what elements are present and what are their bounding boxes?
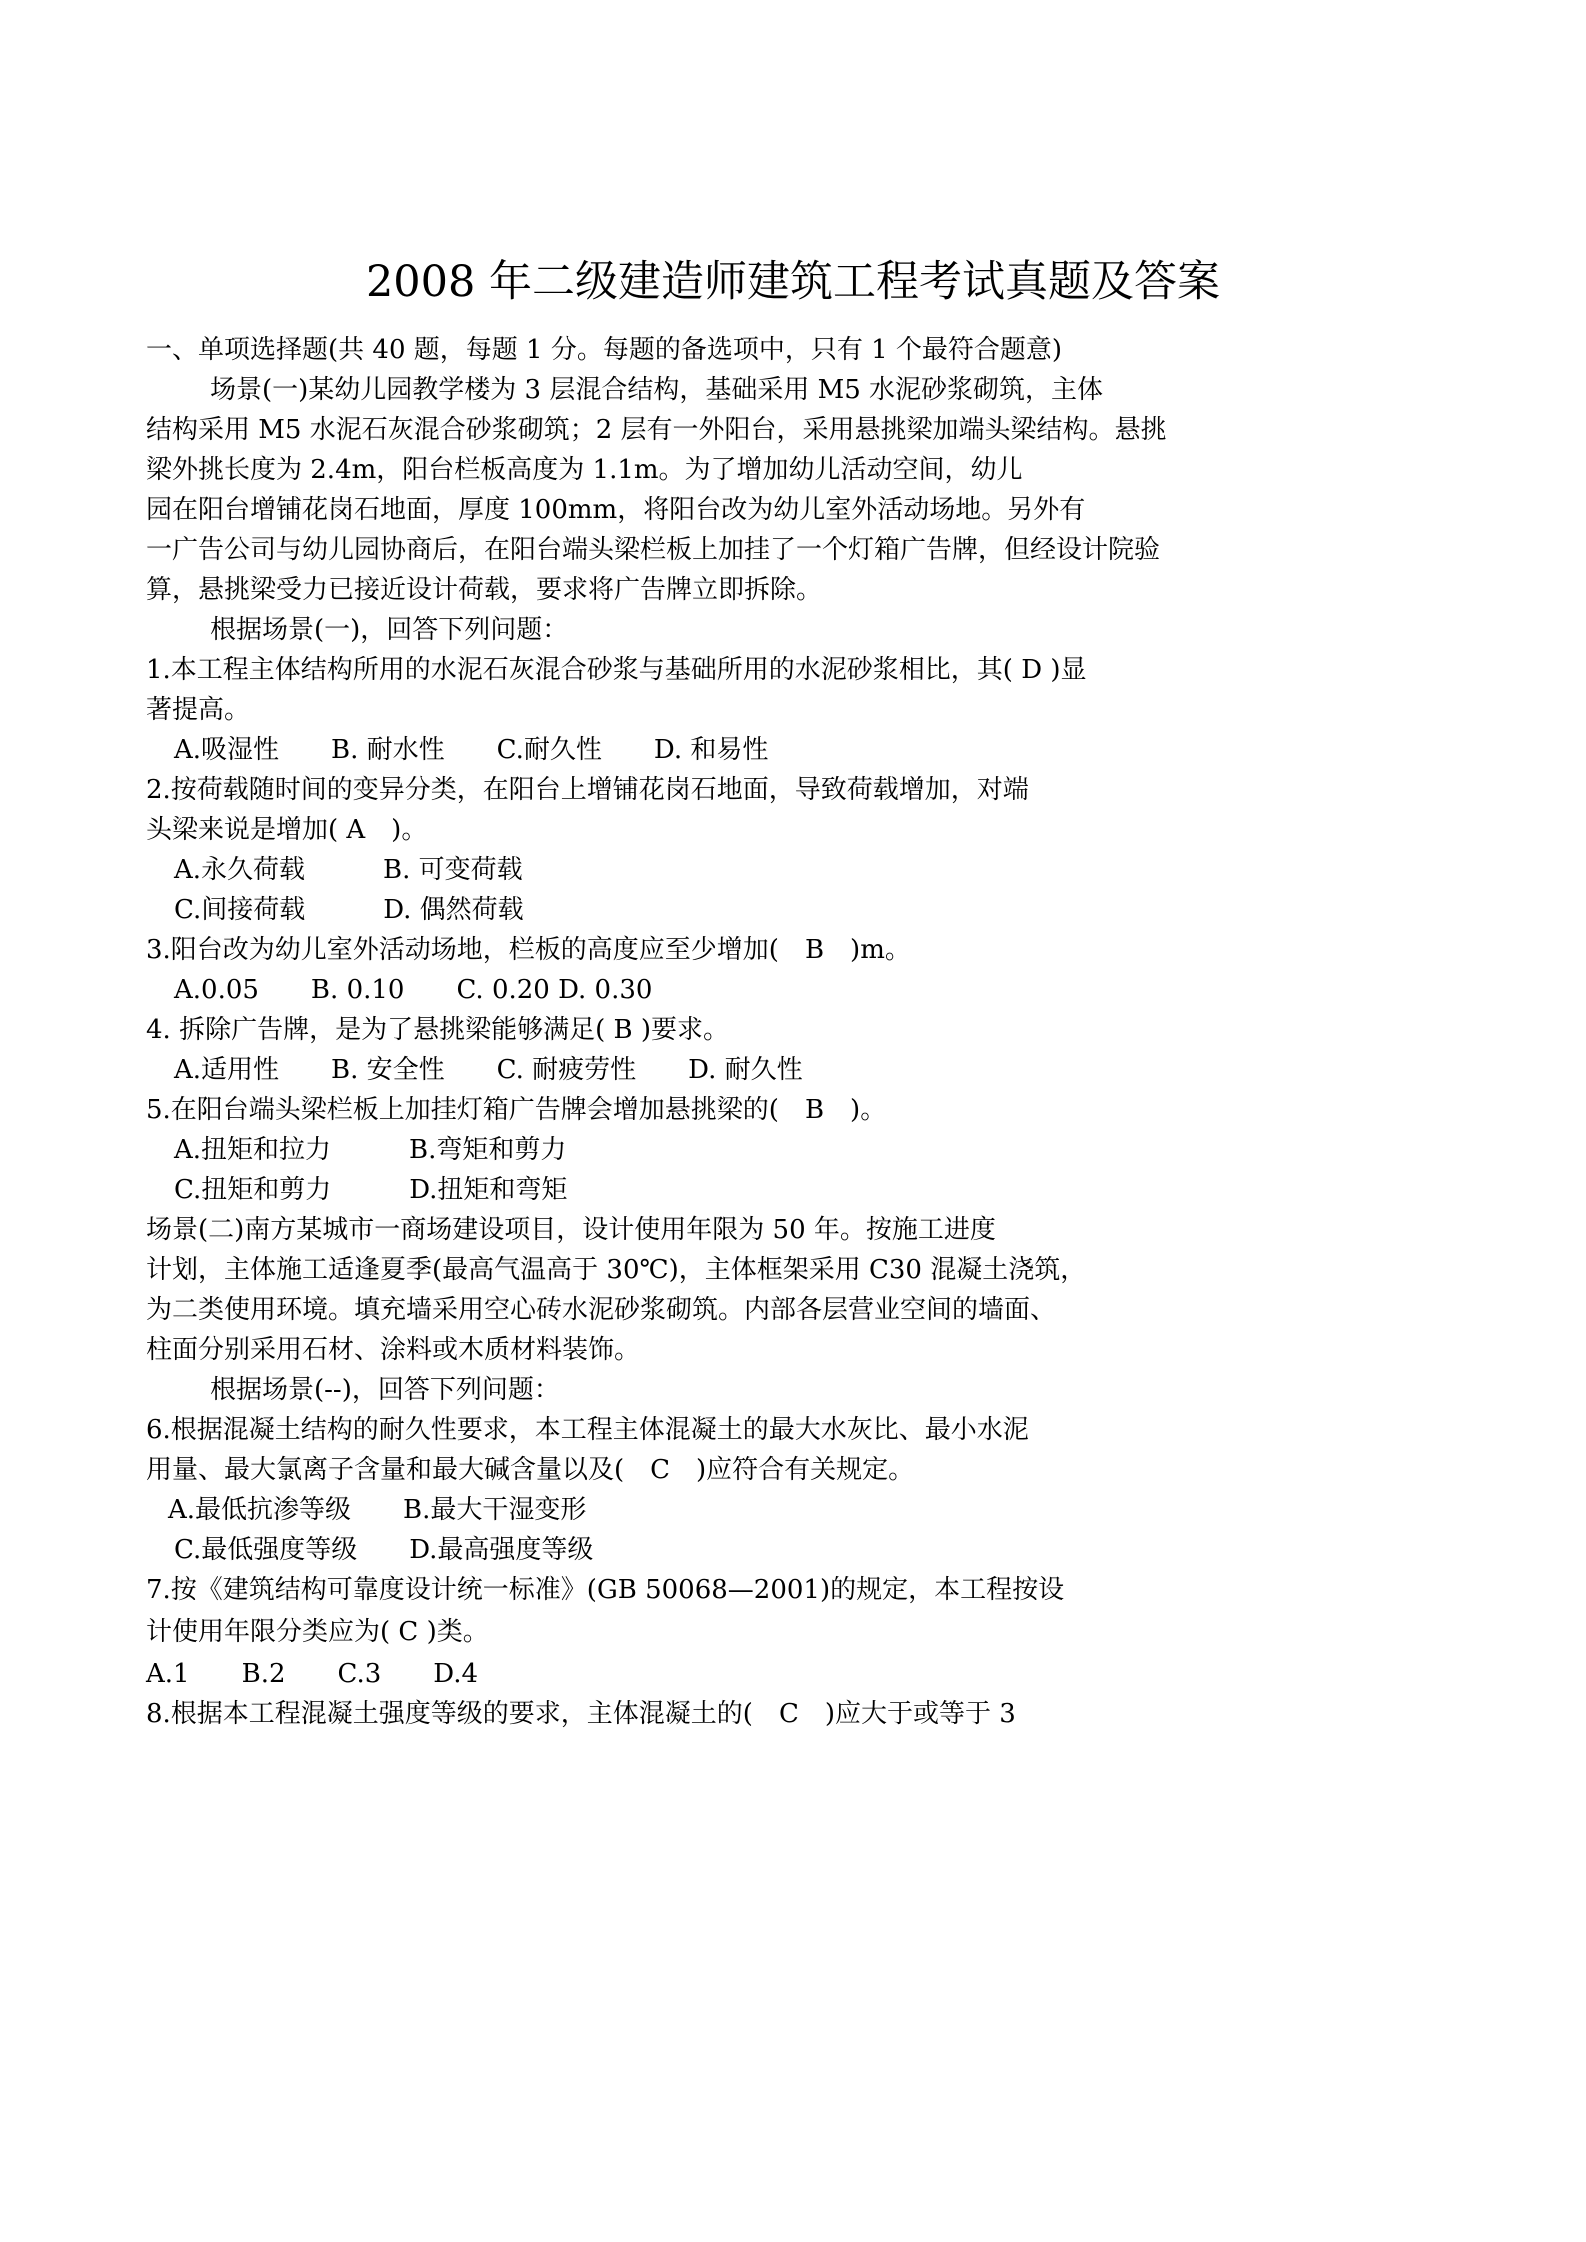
answer-options: A.永久荷载 B. 可变荷载 bbox=[174, 855, 523, 885]
question-text: 5.在阳台端头梁栏板上加挂灯箱广告牌会增加悬挑梁的( B )。 bbox=[146, 1095, 887, 1125]
instruction-text: 根据场景(--)，回答下列问题： bbox=[210, 1375, 560, 1405]
scenario-paragraph: 一广告公司与幼儿园协商后，在阳台端头梁栏板上加挂了一个灯箱广告牌，但经设计院验 bbox=[146, 535, 1161, 565]
question-text: 3.阳台改为幼儿室外活动场地，栏板的高度应至少增加( B )m。 bbox=[146, 935, 911, 965]
scenario-paragraph: 园在阳台增铺花岗石地面，厚度 100mm，将阳台改为幼儿室外活动场地。另外有 bbox=[146, 495, 1086, 525]
answer-options: A.0.05 B. 0.10 C. 0.20 D. 0.30 bbox=[174, 975, 653, 1005]
scenario-paragraph: 场景(二)南方某城市一商场建设项目，设计使用年限为 50 年。按施工进度 bbox=[146, 1215, 996, 1245]
answer-options: C.最低强度等级 D.最高强度等级 bbox=[174, 1535, 594, 1565]
scenario-paragraph: 结构采用 M5 水泥石灰混合砂浆砌筑；2 层有一外阳台，采用悬挑梁加端头梁结构。悬挑 bbox=[146, 415, 1167, 445]
answer-options: A.适用性 B. 安全性 C. 耐疲劳性 D. 耐久性 bbox=[174, 1055, 803, 1085]
question-text: 7.按《建筑结构可靠度设计统一标准》(GB 50068—2001)的规定，本工程按设 bbox=[146, 1575, 1065, 1605]
scenario-paragraph: 场景(一)某幼儿园教学楼为 3 层混合结构，基础采用 M5 水泥砂浆砌筑，主体 bbox=[210, 375, 1104, 405]
document-body bbox=[146, 330, 1446, 1734]
question-text: 计使用年限分类应为( C )类。 bbox=[146, 1617, 489, 1647]
answer-options: C.间接荷载 D. 偶然荷载 bbox=[174, 895, 524, 925]
question-text: 头梁来说是增加( A )。 bbox=[146, 815, 428, 845]
question-text: 1.本工程主体结构所用的水泥石灰混合砂浆与基础所用的水泥砂浆相比，其( D )显 bbox=[146, 655, 1087, 685]
scenario-paragraph: 柱面分别采用石材、涂料或木质材料装饰。 bbox=[146, 1335, 641, 1365]
answer-options: A.扭矩和拉力 B.弯矩和剪力 bbox=[174, 1135, 567, 1165]
scenario-paragraph: 算，悬挑梁受力已接近设计荷载，要求将广告牌立即拆除。 bbox=[146, 575, 823, 605]
scenario-paragraph: 梁外挑长度为 2.4m，阳台栏板高度为 1.1m。为了增加幼儿活动空间，幼儿 bbox=[146, 455, 1023, 485]
answer-options: A.吸湿性 B. 耐水性 C.耐久性 D. 和易性 bbox=[174, 735, 769, 765]
answer-options: A.1 B.2 C.3 D.4 bbox=[146, 1659, 478, 1689]
section-heading: 一、单项选择题(共 40 题，每题 1 分。每题的备选项中，只有 1 个最符合题意) bbox=[146, 335, 1063, 365]
question-text: 用量、最大氯离子含量和最大碱含量以及( C )应符合有关规定。 bbox=[146, 1455, 915, 1485]
scenario-paragraph: 为二类使用环境。填充墙采用空心砖水泥砂浆砌筑。内部各层营业空间的墙面、 bbox=[146, 1295, 1057, 1325]
question-text: 2.按荷载随时间的变异分类，在阳台上增铺花岗石地面，导致荷载增加，对端 bbox=[146, 775, 1029, 805]
page-title: 2008 年二级建造师建筑工程考试真题及答案 bbox=[365, 257, 1221, 307]
question-text: 8.根据本工程混凝土强度等级的要求，主体混凝土的( C )应大于或等于 3 bbox=[146, 1699, 1016, 1729]
answer-options: C.扭矩和剪力 D.扭矩和弯矩 bbox=[174, 1175, 568, 1205]
scenario-paragraph: 计划，主体施工适逢夏季(最高气温高于 30℃)，主体框架采用 C30 混凝土浇筑， bbox=[146, 1255, 1087, 1285]
question-text: 4. 拆除广告牌，是为了悬挑梁能够满足( B )要求。 bbox=[146, 1015, 729, 1045]
question-text: 著提高。 bbox=[146, 695, 251, 725]
instruction-text: 根据场景(一)，回答下列问题： bbox=[210, 615, 569, 645]
answer-options: A.最低抗渗等级 B.最大干湿变形 bbox=[168, 1495, 587, 1525]
question-text: 6.根据混凝土结构的耐久性要求，本工程主体混凝土的最大水灰比、最小水泥 bbox=[146, 1415, 1029, 1445]
